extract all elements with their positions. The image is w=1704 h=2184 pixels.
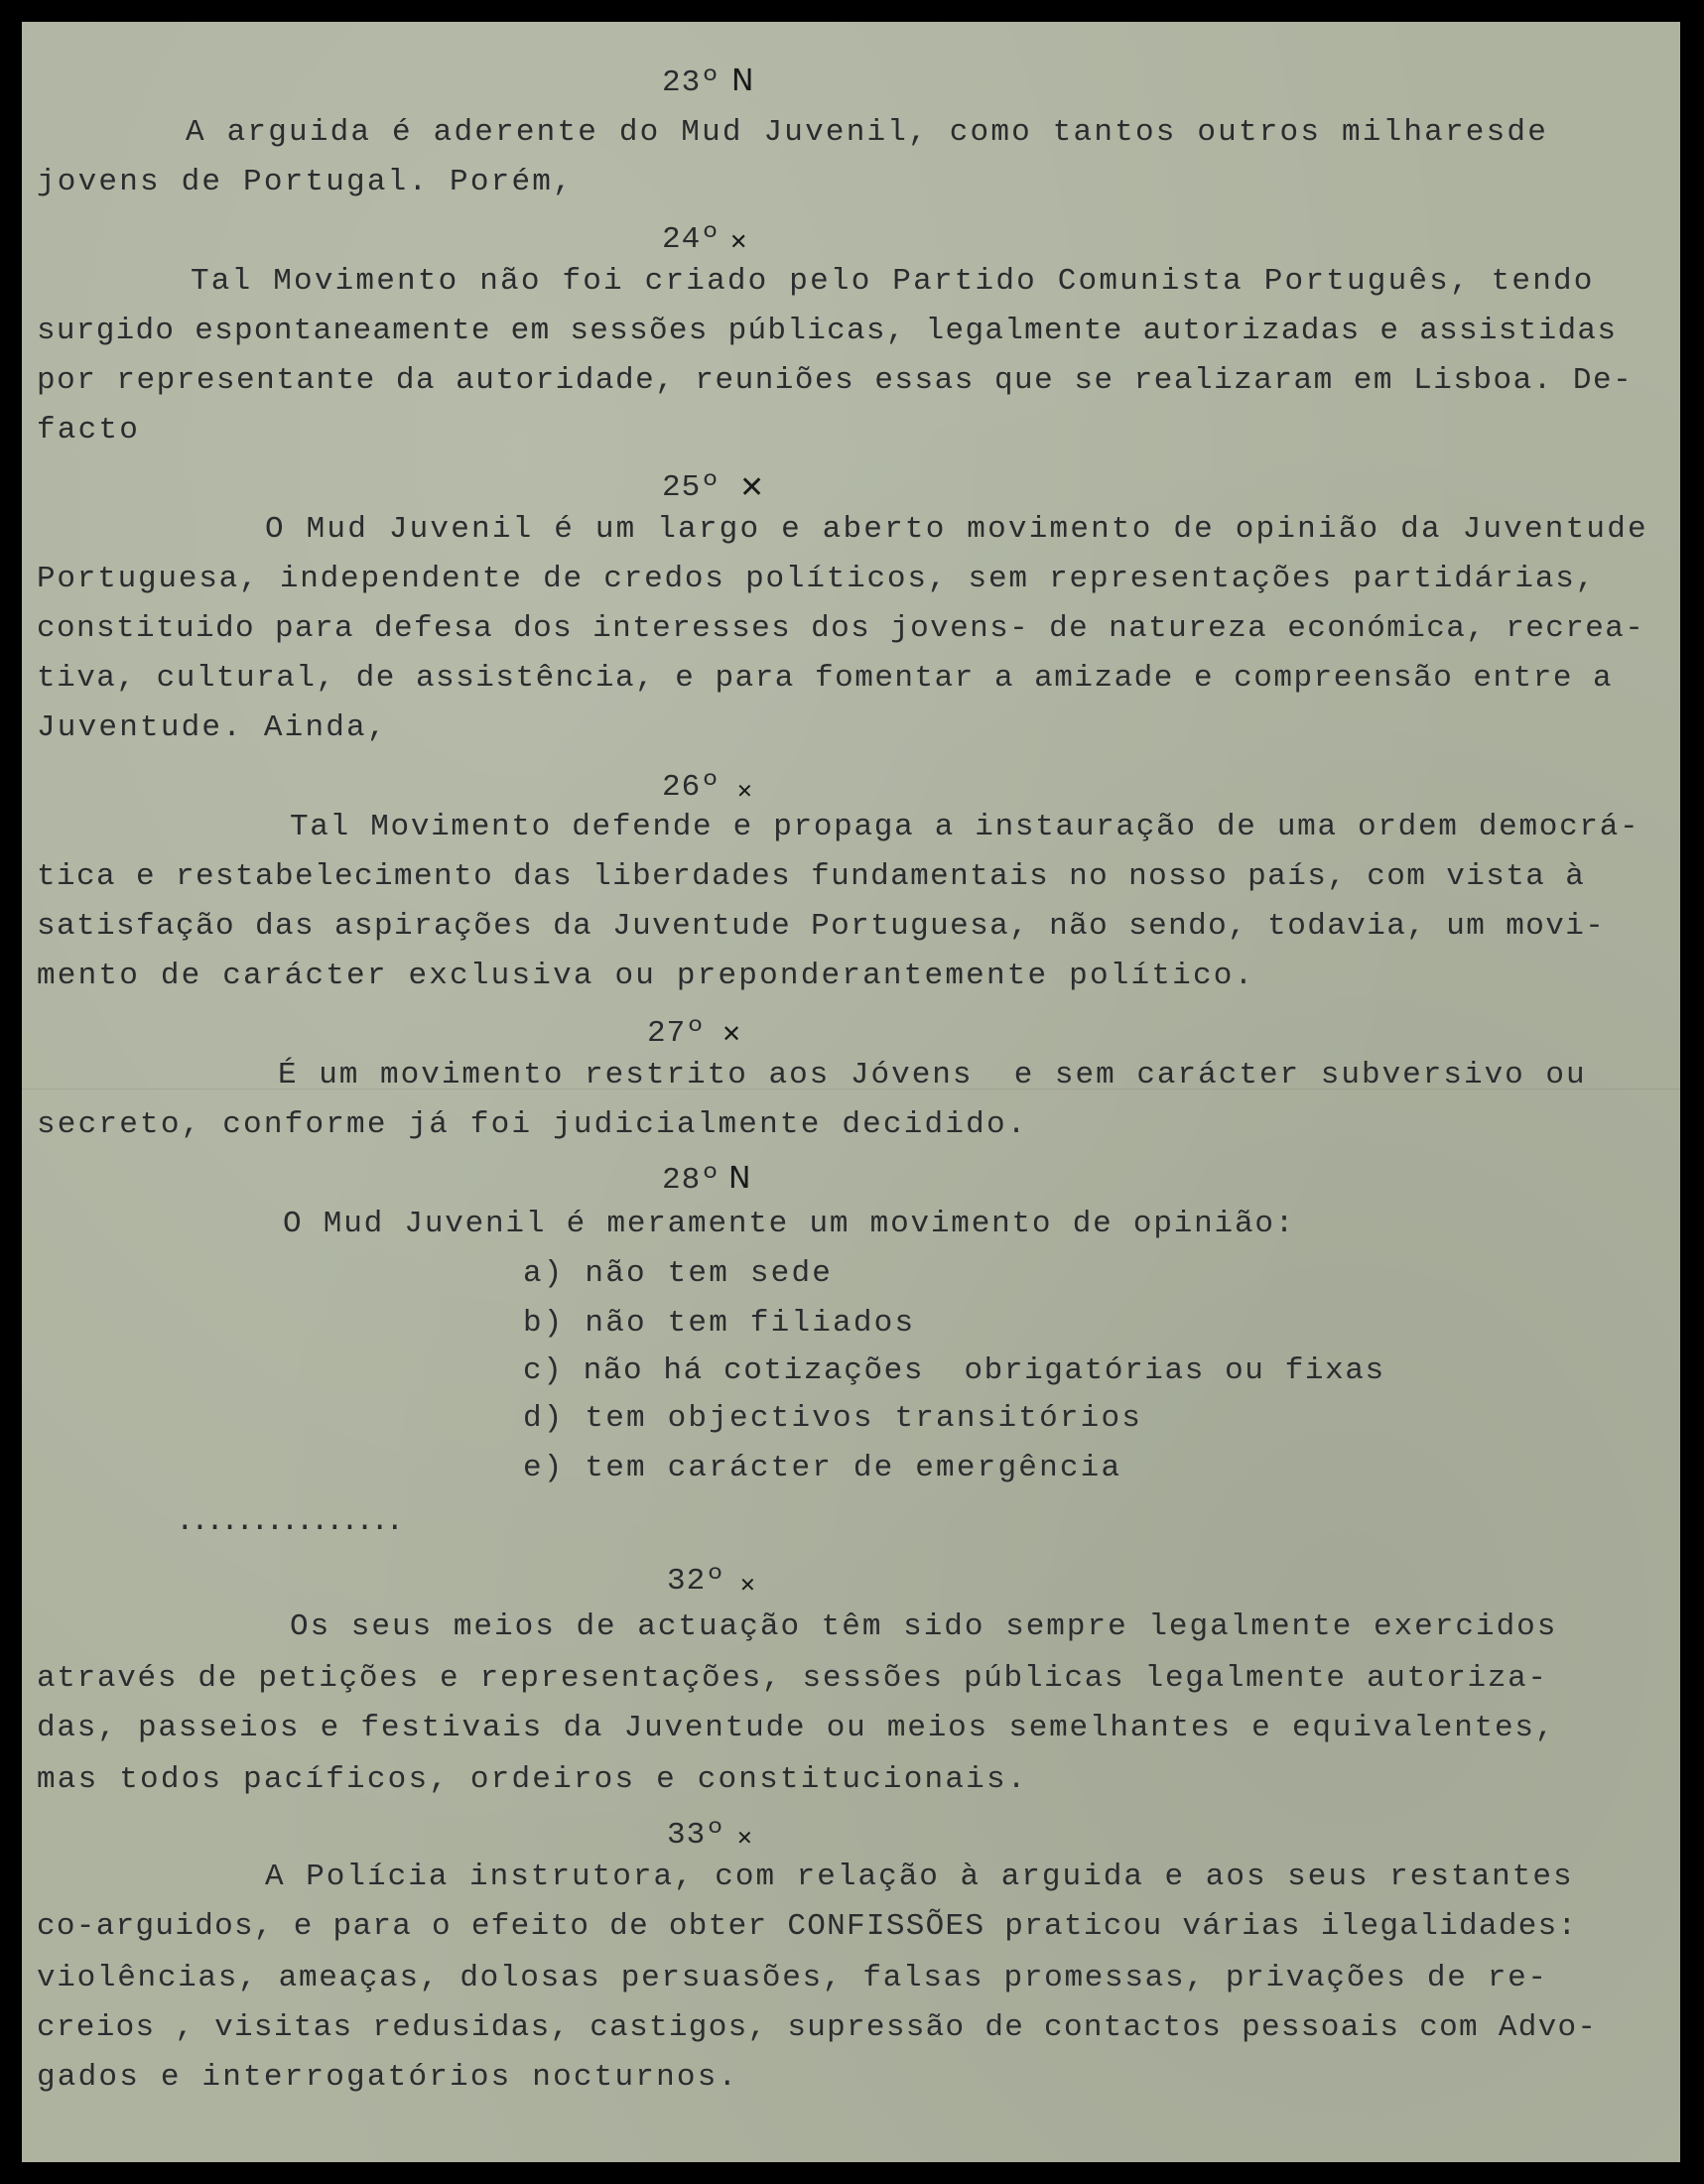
- cross-mark: ✕: [736, 1826, 753, 1850]
- article-number: 23º: [662, 65, 721, 100]
- list-item: d) tem objectivos transitórios: [523, 1401, 1143, 1436]
- text-line: tica e restabelecimento das liberdades fundamentais no nosso país, com vista à: [37, 859, 1586, 894]
- cross-mark: ✕: [739, 1573, 756, 1597]
- document-page: [22, 22, 1680, 2162]
- check-mark: N: [728, 1161, 751, 1196]
- article-number: 32º: [667, 1564, 725, 1599]
- text-line: satisfação das aspirações da Juventude Portuguesa, não sendo, todavia, um movi-: [37, 909, 1606, 944]
- text-line: facto: [37, 413, 141, 448]
- text-line: das, passeios e festivais da Juventude ou meios semelhantes e equivalentes,: [37, 1711, 1556, 1745]
- text-line: Os seus meios de actuação têm sido sempre legalmente exercidos: [290, 1609, 1558, 1644]
- text-line: É um movimento restrito aos Jóvens e sem carácter subversivo ou: [278, 1058, 1587, 1092]
- text-line: mas todos pacíficos, ordeiros e constitucionais.: [37, 1762, 1028, 1797]
- list-item: b) não tem filiados: [523, 1306, 916, 1341]
- text-line: mento de carácter exclusiva ou preponderantemente político.: [37, 959, 1255, 993]
- text-line: O Mud Juvenil é um largo e aberto movimento de opinião da Juventude: [265, 512, 1648, 547]
- text-line: através de petições e representações, sessões públicas legalmente autoriza-: [37, 1661, 1548, 1696]
- cross-mark: ✕: [729, 230, 748, 255]
- text-line: jovens de Portugal. Porém,: [37, 165, 574, 199]
- article-number: 25º: [662, 470, 721, 505]
- text-line: co-arguidos, e para o efeito de obter CONFISSÕES praticou várias ilegalidades:: [37, 1909, 1578, 1944]
- text-line: gados e interrogatórios nocturnos.: [37, 2060, 739, 2095]
- list-item: e) tem carácter de emergência: [523, 1451, 1122, 1485]
- text-line: secreto, conforme já foi judicialmente decidido.: [37, 1107, 1028, 1142]
- list-item: c) não há cotizações obrigatórias ou fixas: [523, 1353, 1385, 1388]
- article-number: 33º: [667, 1818, 725, 1853]
- text-line: tiva, cultural, de assistência, e para fomentar a amizade e compreensão entre a: [37, 661, 1614, 696]
- text-line: Tal Movimento não foi criado pelo Partido Comunista Português, tendo: [191, 264, 1595, 299]
- text-line: violências, ameaças, dolosas persuasões, falsas promessas, privações de re-: [37, 1961, 1548, 1995]
- text-line: A arguida é aderente do Mud Juvenil, como tantos outros milharesde: [186, 115, 1548, 150]
- cross-mark: ✕: [721, 1020, 742, 1048]
- text-line: creios , visitas redusidas, castigos, supressão de contactos pessoais com Advo-: [37, 2010, 1598, 2045]
- cross-mark: ✕: [736, 779, 753, 803]
- text-line: constituido para defesa dos interesses dos jovens- de natureza económica, recrea-: [37, 611, 1645, 646]
- article-number: 26º: [662, 770, 721, 805]
- omission-dots: ...............: [176, 1504, 401, 1539]
- list-item: a) não tem sede: [523, 1256, 834, 1291]
- article-number: 24º: [662, 222, 721, 257]
- check-mark: N: [731, 64, 754, 98]
- text-line: por representante da autoridade, reuniões essas que se realizaram em Lisboa. De-: [37, 363, 1634, 398]
- text-line: Portuguesa, independente de credos políticos, sem representações partidárias,: [37, 562, 1597, 596]
- text-line: surgido espontaneamente em sessões públicas, legalmente autorizadas e assistidas: [37, 314, 1618, 348]
- article-number: 28º: [662, 1163, 721, 1198]
- text-line: A Polícia instrutora, com relação à arguida e aos seus restantes: [265, 1860, 1574, 1894]
- text-line: O Mud Juvenil é meramente um movimento de opinião:: [283, 1207, 1296, 1241]
- text-line: Tal Movimento defende e propaga a instauração de uma ordem democrá-: [290, 810, 1640, 844]
- text-line: Juventude. Ainda,: [37, 710, 388, 745]
- cross-mark: ✕: [739, 470, 765, 505]
- article-number: 27º: [647, 1016, 706, 1051]
